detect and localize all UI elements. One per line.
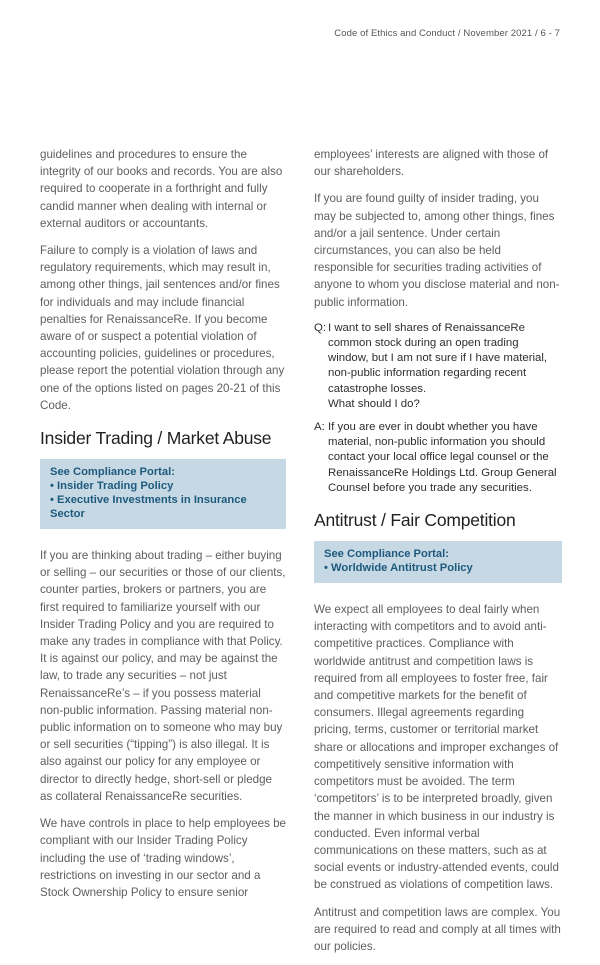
page-header: Code of Ethics and Conduct / November 2021 / 6 - 7 (334, 28, 560, 39)
portal-link-worldwide-antitrust-policy[interactable]: • Worldwide Antitrust Policy (324, 561, 552, 575)
left-column (40, 146, 286, 911)
antitrust-complex-paragraph: Antitrust and competition laws are complex. You are required to read and comply at all times with our policies. (314, 905, 561, 953)
portal-link-executive-investments[interactable]: • Executive Investments in Insurance Sector (50, 493, 276, 521)
question-text: I want to sell shares of RenaissanceRe common stock during an open trading window, but I am not sure if I have material, non-public information regarding recent catastrophe losses. (328, 321, 548, 395)
question-tag: Q: (314, 321, 327, 334)
answer-block (314, 420, 562, 496)
question-block (314, 321, 562, 412)
section-heading-antitrust: Antitrust / Fair Competition (314, 510, 516, 531)
question-text-2: What should I do? (328, 397, 420, 410)
controls-paragraph: We have controls in place to help employees be compliant with our Insider Trading Policy including the use of ‘trading windows’, restrictions on investing in our sector and a Stock Ownership Policy to ensure senior (40, 817, 286, 899)
portal-title: See Compliance Portal: (50, 466, 175, 479)
answer-text: If you are ever in doubt whether you have material, non-public information you should contact your local office legal counsel or the RenaissanceRe Holdings Ltd. Group General Counsel before you trade any securities. (328, 421, 557, 494)
answer-tag: A: (314, 421, 325, 434)
right-column (314, 146, 562, 965)
accounting-paragraph: guidelines and procedures to ensure the integrity of our books and records. You are also required to cooperate in a forthright and fully candid manner when dealing with internal or external auditors or accountants. (40, 148, 283, 230)
compliance-portal-box (40, 459, 286, 529)
failure-to-comply-paragraph: Failure to comply is a violation of laws and regulatory requirements, which may result in, among other things, jail sentences and/or fines for individuals and may include financial penalties for RenaissanceRe. If you become aware of or suspect a potential violation of accounting policies, guidelines or procedures, please report the potential violation through any one of the options listed on pages 20-21 of this Code. (40, 244, 285, 412)
section-heading-insider-trading: Insider Trading / Market Abuse (40, 428, 272, 449)
shareholders-paragraph: employees’ interests are aligned with those of our shareholders. (314, 148, 549, 179)
portal-title: See Compliance Portal: (324, 548, 449, 561)
fair-dealing-paragraph: We expect all employees to deal fairly when interacting with competitors and to avoid anti-competitive practices. Compliance with worldwide antitrust and competition laws is required from all employees to foster free, fair and competitive markets for the benefit of consumers. Illegal agreements regarding pricing, terms, customer or territorial market share or allocations and improper exchanges of competitively sensitive information with competitors must be avoided. The term ‘competitors’ is to be interpreted broadly, given the manner in which business in our industry is conducted. Even informal verbal communications on these matters, such as at social events or industry-attended events, could be construed as violations of competition laws. (314, 603, 559, 892)
guilty-paragraph: If you are found guilty of insider trading, you may be subjected to, among other things, fines and/or a jail sentence. Under certain circumstances, you can also be held responsible for securities trading activities of anyone to whom you disclose material and non-public information. (314, 192, 560, 309)
compliance-portal-box-antitrust (314, 541, 562, 583)
portal-link-insider-trading-policy[interactable]: • Insider Trading Policy (50, 479, 276, 493)
insider-trading-paragraph: If you are thinking about trading – either buying or selling – our securities or those of our clients, counter parties, brokers or partners, you are first required to familiarize yourself with our Insider Trading Policy and you are required to make any trades in compliance with that Policy. It is against our policy, and may be against the law, to trade any securities – not just RenaissanceRe’s – if you possess material non-public information. Passing material non-public information on to someone who may buy or sell securities (“tipping”) is also illegal. It is also against our policy for any employee or director to directly hedge, short-sell or pledge as collateral RenaissanceRe securities. (40, 549, 286, 803)
